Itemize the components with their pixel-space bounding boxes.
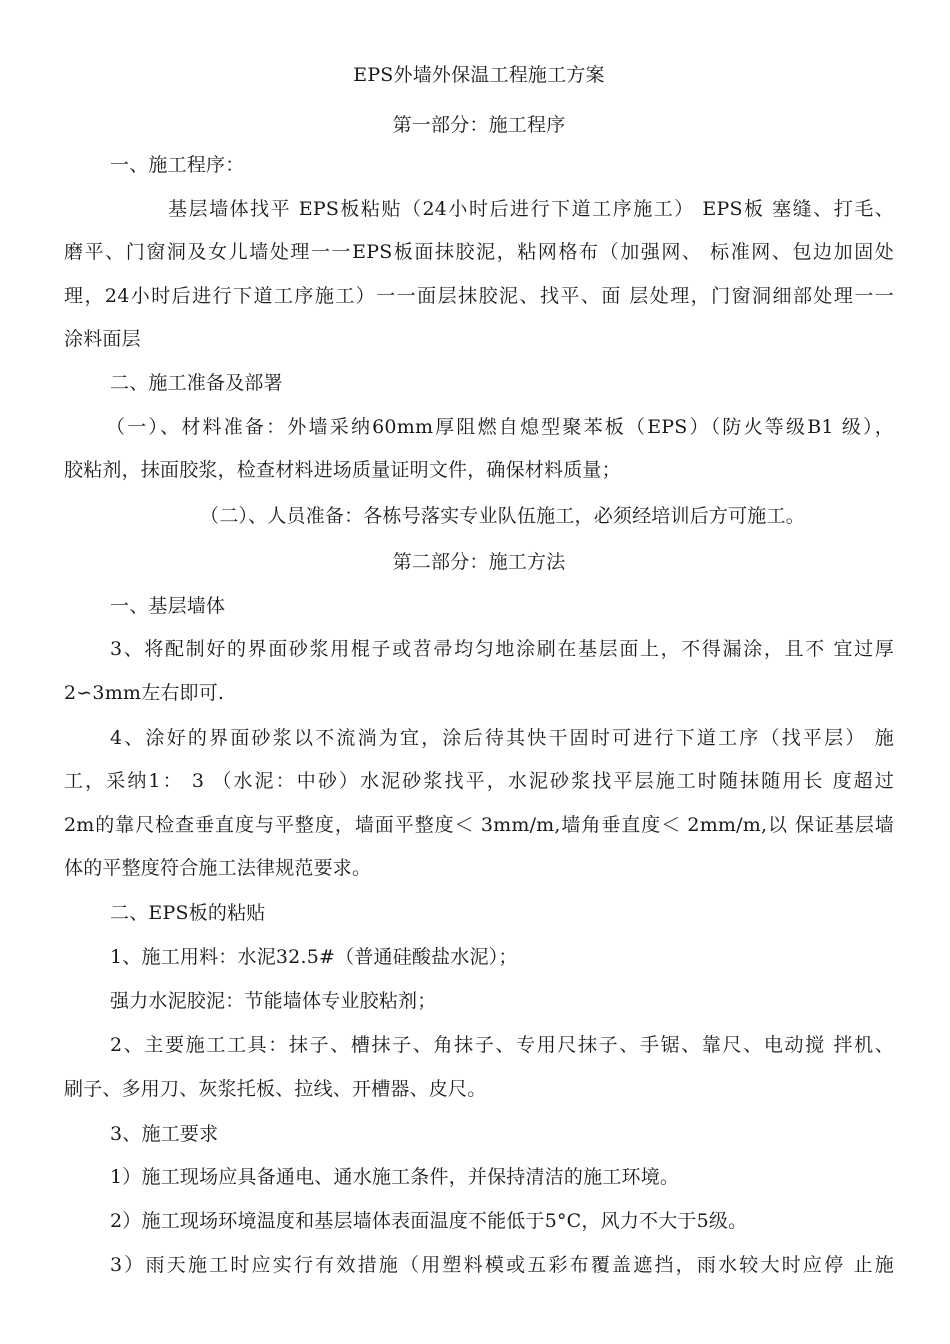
- section1-paragraph-line: 涂料面层: [64, 328, 141, 350]
- section2-heading: 二、施工准备及部署: [110, 372, 283, 394]
- part2-heading: 第二部分：施工方法: [392, 551, 566, 573]
- base-wall-item3-line: 2∽3mm左右即可.: [64, 682, 225, 704]
- materials-item-line: 胶粘剂，抹面胶浆，检查材料进场质量证明文件，确保材料质量；: [64, 459, 621, 481]
- requirement-item: 3）雨天施工时应实行有效措施（用塑料模或五彩布覆盖遮挡，雨水较大时应停 止施: [110, 1254, 894, 1276]
- base-wall-item4-line: 体的平整度符合施工法律规范要求。: [64, 857, 372, 879]
- section1-paragraph-line: 基层墙体找平 EPS板粘贴（24小时后进行下道工序施工） EPS板 塞缝、打毛、: [168, 198, 894, 220]
- requirement-item: 1）施工现场应具备通电、通水施工条件，并保持清洁的施工环境。: [110, 1166, 680, 1188]
- personnel-item: （二）、人员准备：各栋号落实专业队伍施工，必须经培训后方可施工。: [200, 505, 805, 527]
- base-wall-item4-line: 2m的靠尺检查垂直度与平整度，墙面平整度＜ 3mm/m,墙角垂直度＜ 2mm/m,以 保证基层墙: [64, 814, 894, 836]
- materials-used: 1、施工用料：水泥32.5#（普通硅酸盐水泥）；: [110, 946, 518, 968]
- document-title: EPS外墙外保温工程施工方案: [353, 64, 605, 86]
- tools-line: 2、主要施工工具：抹子、槽抹子、角抹子、专用尺抹子、手锯、靠尺、电动搅 拌机、: [110, 1034, 894, 1056]
- adhesive-note: 强力水泥胶泥：节能墙体专业胶粘剂；: [110, 990, 437, 1012]
- section1-paragraph-line: 磨平、门窗洞及女儿墙处理一一EPS板面抹胶泥，粘网格布（加强网、 标准网、包边加固处: [64, 241, 894, 263]
- requirements-heading: 3、施工要求: [110, 1123, 219, 1145]
- section1-heading: 一、施工程序：: [110, 154, 245, 176]
- materials-item-line: （一）、材料准备：外墙采纳60mm厚阻燃自熄型聚苯板（EPS）（防火等级B1 级），: [106, 416, 894, 438]
- base-wall-item4-line: 工，采纳1： 3 （水泥：中砂）水泥砂浆找平，水泥砂浆找平层施工时随抹随用长 度超过: [64, 770, 894, 792]
- eps-board-heading: 二、EPS板的粘贴: [110, 902, 266, 924]
- base-wall-heading: 一、基层墙体: [110, 595, 226, 617]
- requirement-item: 2）施工现场环境温度和基层墙体表面温度不能低于5°C，风力不大于5级。: [110, 1210, 748, 1232]
- base-wall-item3-line: 3、将配制好的界面砂浆用棍子或苕帚均匀地涂刷在基层面上，不得漏涂，且不 宜过厚: [110, 638, 894, 660]
- section1-paragraph-line: 理，24小时后进行下道工序施工）一一面层抹胶泥、找平、面 层处理，门窗洞细部处理一一: [64, 285, 894, 307]
- base-wall-item4-line: 4、涂好的界面砂浆以不流淌为宜，涂后待其快干固时可进行下道工序（找平层） 施: [110, 727, 894, 749]
- part1-heading: 第一部分：施工程序: [392, 114, 566, 136]
- tools-line: 刷子、多用刀、灰浆托板、拉线、开槽器、皮尺。: [64, 1078, 487, 1100]
